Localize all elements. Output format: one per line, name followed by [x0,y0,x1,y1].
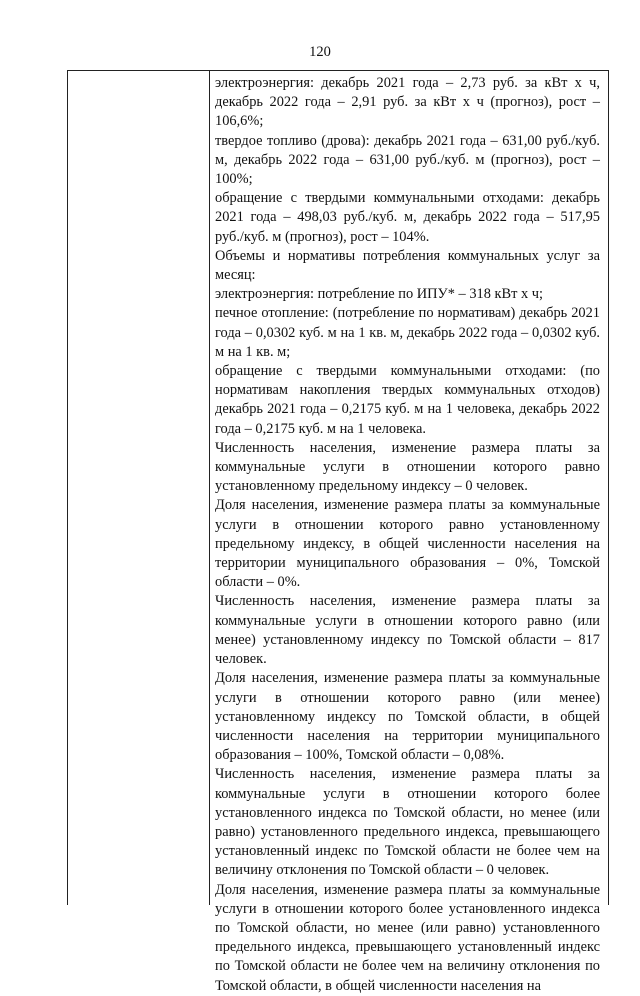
table-left-column [68,71,210,905]
paragraph-share-regional-index: Доля населения, изменение размера платы за коммунальные услуги в отношении которого равно (или менее) установленному индексу по Томской области, в общей численности населения на территории муниципального образования – 100%, Томской области – 0,08%. [215,670,600,764]
paragraph-share-above-index: Доля населения, изменение размера платы за коммунальные услуги в отношении которого более установленного индекса по Томской области, но менее (или равно) установленного предельного индекса, превышающего установленный индекс по Томской области не более чем на величину отклонения по Томской области, в общей численности населения на [215,881,600,994]
paragraph-stove-heating: печное отопление: (потребление по нормативам) декабрь 2021 года – 0,0302 куб. м на 1 кв. м, декабрь 2022 года – 0,0302 куб. м на 1 кв. м; [215,305,600,360]
paragraph-share-equal-limit: Доля населения, изменение размера платы за коммунальные услуги в отношении которого равно установленному предельному индексу, в общей численности населения на территории муниципального образования – 0%, Томской области – 0%. [215,497,600,591]
paragraph-population-equal-limit: Численность населения, изменение размера платы за коммунальные услуги в отношении которого равно установленному предельному индексу – 0 человек. [215,439,600,495]
paragraph-waste-norms: обращение с твердыми коммунальными отходами: (по нормативам накопления твердых коммунальных отходов) декабрь 2021 года – 0,2175 куб. м на 1 человека, декабрь 2022 года – 0,2175 куб. м на 1 человека. [215,363,600,437]
paragraph-volumes-heading: Объемы и нормативы потребления коммунальных услуг за месяц: [215,247,600,284]
page-number: 120 [309,44,331,60]
document-table [67,70,609,994]
table-right-column [210,71,608,994]
paragraph-waste-tariff: обращение с твердыми коммунальными отходами: декабрь 2021 года – 498,03 руб./куб. м, декабрь 2022 года – 517,95 руб./куб. м (прогноз), рост – 104%. [215,190,600,245]
paragraph-population-regional-index: Численность населения, изменение размера платы за коммунальные услуги в отношении которого равно (или менее) установленному индексу по Томской области – 817 человек. [215,593,600,668]
paragraph-population-above-index: Численность населения, изменение размера платы за коммунальные услуги в отношении которого более установленного индекса по Томской области, но менее (или равно) установленного предельного индекса, превышающего установленный индекс по Томской области не более чем на величину отклонения по Томской области – 0 человек. [215,766,600,879]
paragraph-solid-fuel-tariff: твердое топливо (дрова): декабрь 2021 года – 631,00 руб./куб. м, декабрь 2022 года – 631,00 руб./куб. м (прогноз), рост – 100%; [215,132,600,188]
paragraph-electricity-consumption: электроэнергия: потребление по ИПУ* – 318 кВт х ч; [215,286,544,303]
paragraph-electricity-tariff: электроэнергия: декабрь 2021 года – 2,73 руб. за кВт х ч, декабрь 2022 года – 2,91 руб. за кВт х ч (прогноз), рост – 106,6%; [215,75,600,130]
